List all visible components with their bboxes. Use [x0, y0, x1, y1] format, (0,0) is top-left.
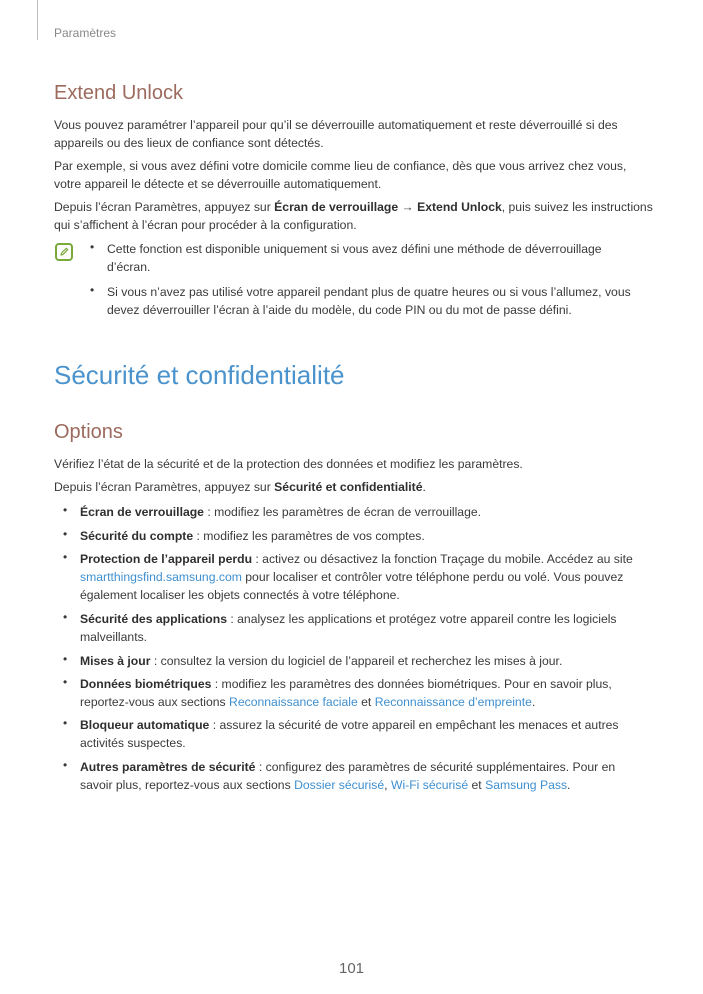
chapter-title-security: Sécurité et confidentialité: [54, 360, 345, 390]
fingerprint-link[interactable]: Reconnaissance d’empreinte: [374, 695, 532, 709]
samsung-pass-link[interactable]: Samsung Pass: [485, 778, 568, 792]
list-bullet: •: [63, 716, 68, 730]
note-item: Si vous n’avez pas utilisé votre appareil pendant plus de quatre heures ou si vous l’allumez, vous devez déverrouiller l’écran à l’aide du modèle, du code PIN ou du mot de passe défini.: [107, 285, 631, 317]
list-bullet: •: [63, 652, 68, 666]
note-bullet: •: [90, 283, 95, 297]
extend-unlock-paragraph-2: Par exemple, si vous avez défini votre domicile comme lieu de confiance, dès que vous arrivez chez vous, votre appareil le détecte et se déverrouille automatiquement.: [54, 159, 627, 191]
page-number: 101: [338, 960, 365, 977]
section-title-extend-unlock: Extend Unlock: [54, 82, 183, 104]
list-bullet: •: [63, 610, 68, 624]
running-header: Paramètres: [54, 26, 117, 40]
list-bullet: •: [63, 758, 68, 772]
note-bullet: •: [90, 240, 95, 254]
note-pencil-icon: [55, 243, 73, 261]
list-bullet: •: [63, 527, 68, 541]
list-bullet: •: [63, 503, 68, 517]
list-item: Sécurité des applications : analysez les applications et protégez votre appareil contre les logiciels malveillants.: [80, 612, 617, 644]
list-item: Bloqueur automatique : assurez la sécurité de votre appareil en empêchant les menaces et autres activités suspectes.: [80, 718, 619, 750]
list-item: Écran de verrouillage : modifiez les paramètres de écran de verrouillage.: [80, 505, 482, 519]
face-recognition-link[interactable]: Reconnaissance faciale: [229, 695, 358, 709]
list-bullet: •: [63, 550, 68, 564]
menu-path-extend-unlock: Extend Unlock: [417, 200, 502, 214]
header-divider: [37, 0, 38, 40]
secure-wifi-link[interactable]: Wi-Fi sécurisé: [390, 778, 469, 792]
options-path: Depuis l’écran Paramètres, appuyez sur Sécurité et confidentialité.: [54, 480, 426, 494]
extend-unlock-paragraph-1: Vous pouvez paramétrer l’appareil pour qu’il se déverrouille automatiquement et reste déverrouillé si des appareils ou des lieux de confiance sont détectés.: [54, 118, 618, 150]
list-item: Autres paramètres de sécurité : configurez des paramètres de sécurité supplémentaires. Pour en savoir plus, reportez-vous aux sections Dossier sécurisé, Wi-Fi sécurisé et Samsung Pass.: [80, 760, 616, 792]
list-bullet: •: [63, 675, 68, 689]
list-item: Sécurité du compte : modifiez les paramètres de vos comptes.: [80, 529, 425, 543]
options-intro: Vérifiez l’état de la sécurité et de la protection des données et modifiez les paramètres.: [54, 457, 523, 471]
section-title-options: Options: [54, 421, 123, 443]
menu-path-security: Sécurité et confidentialité: [274, 480, 423, 494]
list-item: Données biométriques : modifiez les paramètres des données biométriques. Pour en savoir plus, reportez-vous aux sections Reconnaissance faciale et Reconnaissance d’empreinte.: [80, 677, 612, 709]
secure-folder-link[interactable]: Dossier sécurisé: [294, 778, 385, 792]
note-item: Cette fonction est disponible uniquement si vous avez défini une méthode de déverrouillage d’écran.: [107, 242, 602, 274]
menu-path-lockscreen: Écran de verrouillage: [274, 200, 399, 214]
list-item: Mises à jour : consultez la version du logiciel de l’appareil et recherchez les mises à jour.: [80, 654, 563, 668]
extend-unlock-paragraph-3: Depuis l’écran Paramètres, appuyez sur Écran de verrouillage → Extend Unlock, puis suivez les instructions qui s’affichent à l’écran pour procéder à la configuration.: [54, 200, 653, 232]
smartthingsfind-link[interactable]: smartthingsfind.samsung.com: [80, 570, 242, 584]
list-item: Protection de l’appareil perdu : activez ou désactivez la fonction Traçage du mobile. Accédez au site smartthingsfind.samsung.com pour localiser et contrôler votre téléphone perdu ou volé. Vous pouvez également localiser les objets connectés à votre téléphone.: [80, 552, 633, 602]
